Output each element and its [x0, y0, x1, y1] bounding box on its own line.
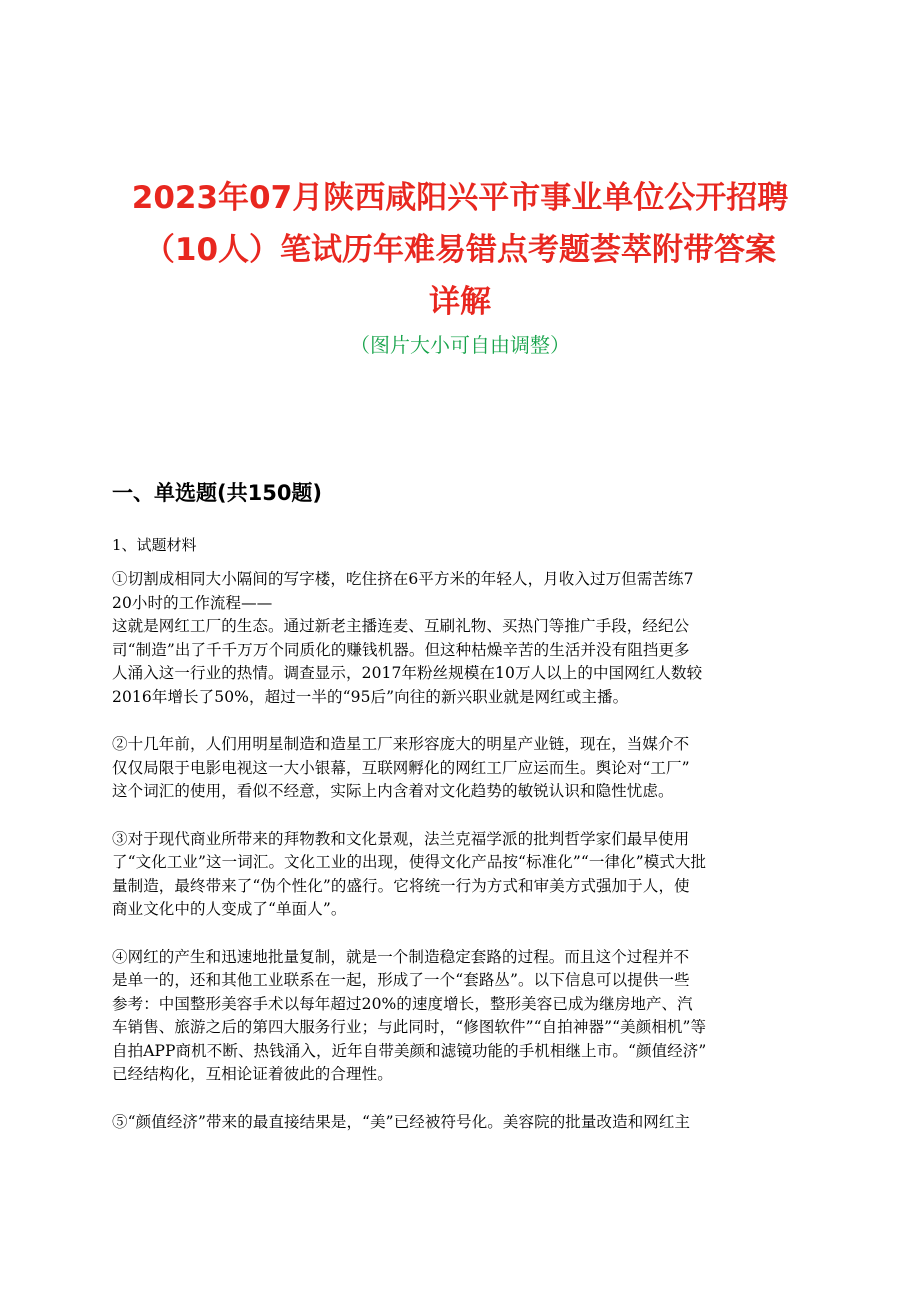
- material-text-line: 司“制造”出了千千万万个同质化的赚钱机器。但这种枯燥辛苦的生活并没有阻挡更多: [112, 640, 690, 659]
- material-paragraph: [112, 733, 812, 804]
- material-text-line: 了“文化工业”这一词汇。文化工业的出现，使得文化产品按“标准化”“一律化”模式大批: [112, 853, 707, 872]
- question-material: [112, 568, 812, 1158]
- document-title-line: 2023年07月陕西咸阳兴平市事业单位公开招聘: [131, 180, 789, 216]
- material-text-line: ②十几年前，人们用明星制造和造星工厂来形容庞大的明星产业链，现在，当媒介不: [112, 735, 690, 754]
- material-text-line: 仅仅局限于电影电视这一大小银幕，互联网孵化的网红工厂应运而生。舆论对“工厂”: [112, 758, 690, 777]
- material-text-line: ③对于现代商业所带来的拜物教和文化景观，法兰克福学派的批判哲学家们最早使用: [112, 829, 690, 848]
- material-text-line: 2016年增长了50%，超过一半的“95后”向往的新兴职业就是网红或主播。: [112, 687, 629, 706]
- material-paragraph: [112, 568, 812, 710]
- material-text-line: 量制造，最终带来了“伪个性化”的盛行。它将统一行为方式和审美方式强加于人，使: [112, 876, 690, 895]
- material-text-line: 车销售、旅游之后的第四大服务行业；与此同时，“修图软件”“自拍神器”“美颜相机”等: [112, 1018, 707, 1037]
- material-text-line: 这个词汇的使用，看似不经意，实际上内含着对文化趋势的敏锐认识和隐性忧虑。: [112, 782, 674, 801]
- material-paragraph: [112, 828, 812, 922]
- material-paragraph: [112, 1111, 812, 1135]
- material-text-line: 参考：中国整形美容手术以每年超过20%的速度增长，整形美容已成为继房地产、汽: [112, 994, 693, 1013]
- material-text-line: 这就是网红工厂的生态。通过新老主播连麦、互刷礼物、买热门等推广手段，经纪公: [112, 617, 690, 636]
- document-subtitle: （图片大小可自由调整）: [350, 333, 570, 357]
- question-label: 1、试题材料: [112, 536, 197, 554]
- material-text-line: 已经结构化，互相论证着彼此的合理性。: [112, 1065, 393, 1084]
- material-text-line: 商业文化中的人变成了“单面人”。: [112, 900, 347, 919]
- document-title-line: 详解: [429, 284, 491, 320]
- material-text-line: 自拍APP商机不断、热钱涌入，近年自带美颜和滤镜功能的手机相继上市。“颜值经济”: [112, 1041, 707, 1060]
- material-text-line: ④网红的产生和迅速地批量复制，就是一个制造稳定套路的过程。而且这个过程并不: [112, 947, 690, 966]
- material-text-line: 是单一的，还和其他工业联系在一起，形成了一个“套路丛”。以下信息可以提供一些: [112, 971, 690, 990]
- material-text-line: 人涌入这一行业的热情。调查显示，2017年粉丝规模在10万人以上的中国网红人数较: [112, 664, 703, 683]
- material-paragraph: [112, 946, 812, 1088]
- document-title-line: （10人）笔试历年难易错点考题荟萃附带答案: [143, 232, 777, 268]
- material-text-line: ⑤“颜值经济”带来的最直接结果是，“美”已经被符号化。美容院的批量改造和网红主: [112, 1112, 691, 1131]
- material-text-line: ①切割成相同大小隔间的写字楼，吃住挤在6平方米的年轻人，月收入过万但需苦练7: [112, 570, 694, 588]
- material-text-line: 20小时的工作流程——: [112, 593, 273, 612]
- document-title: [100, 172, 820, 328]
- section-heading: 一、单选题(共150题): [112, 481, 323, 505]
